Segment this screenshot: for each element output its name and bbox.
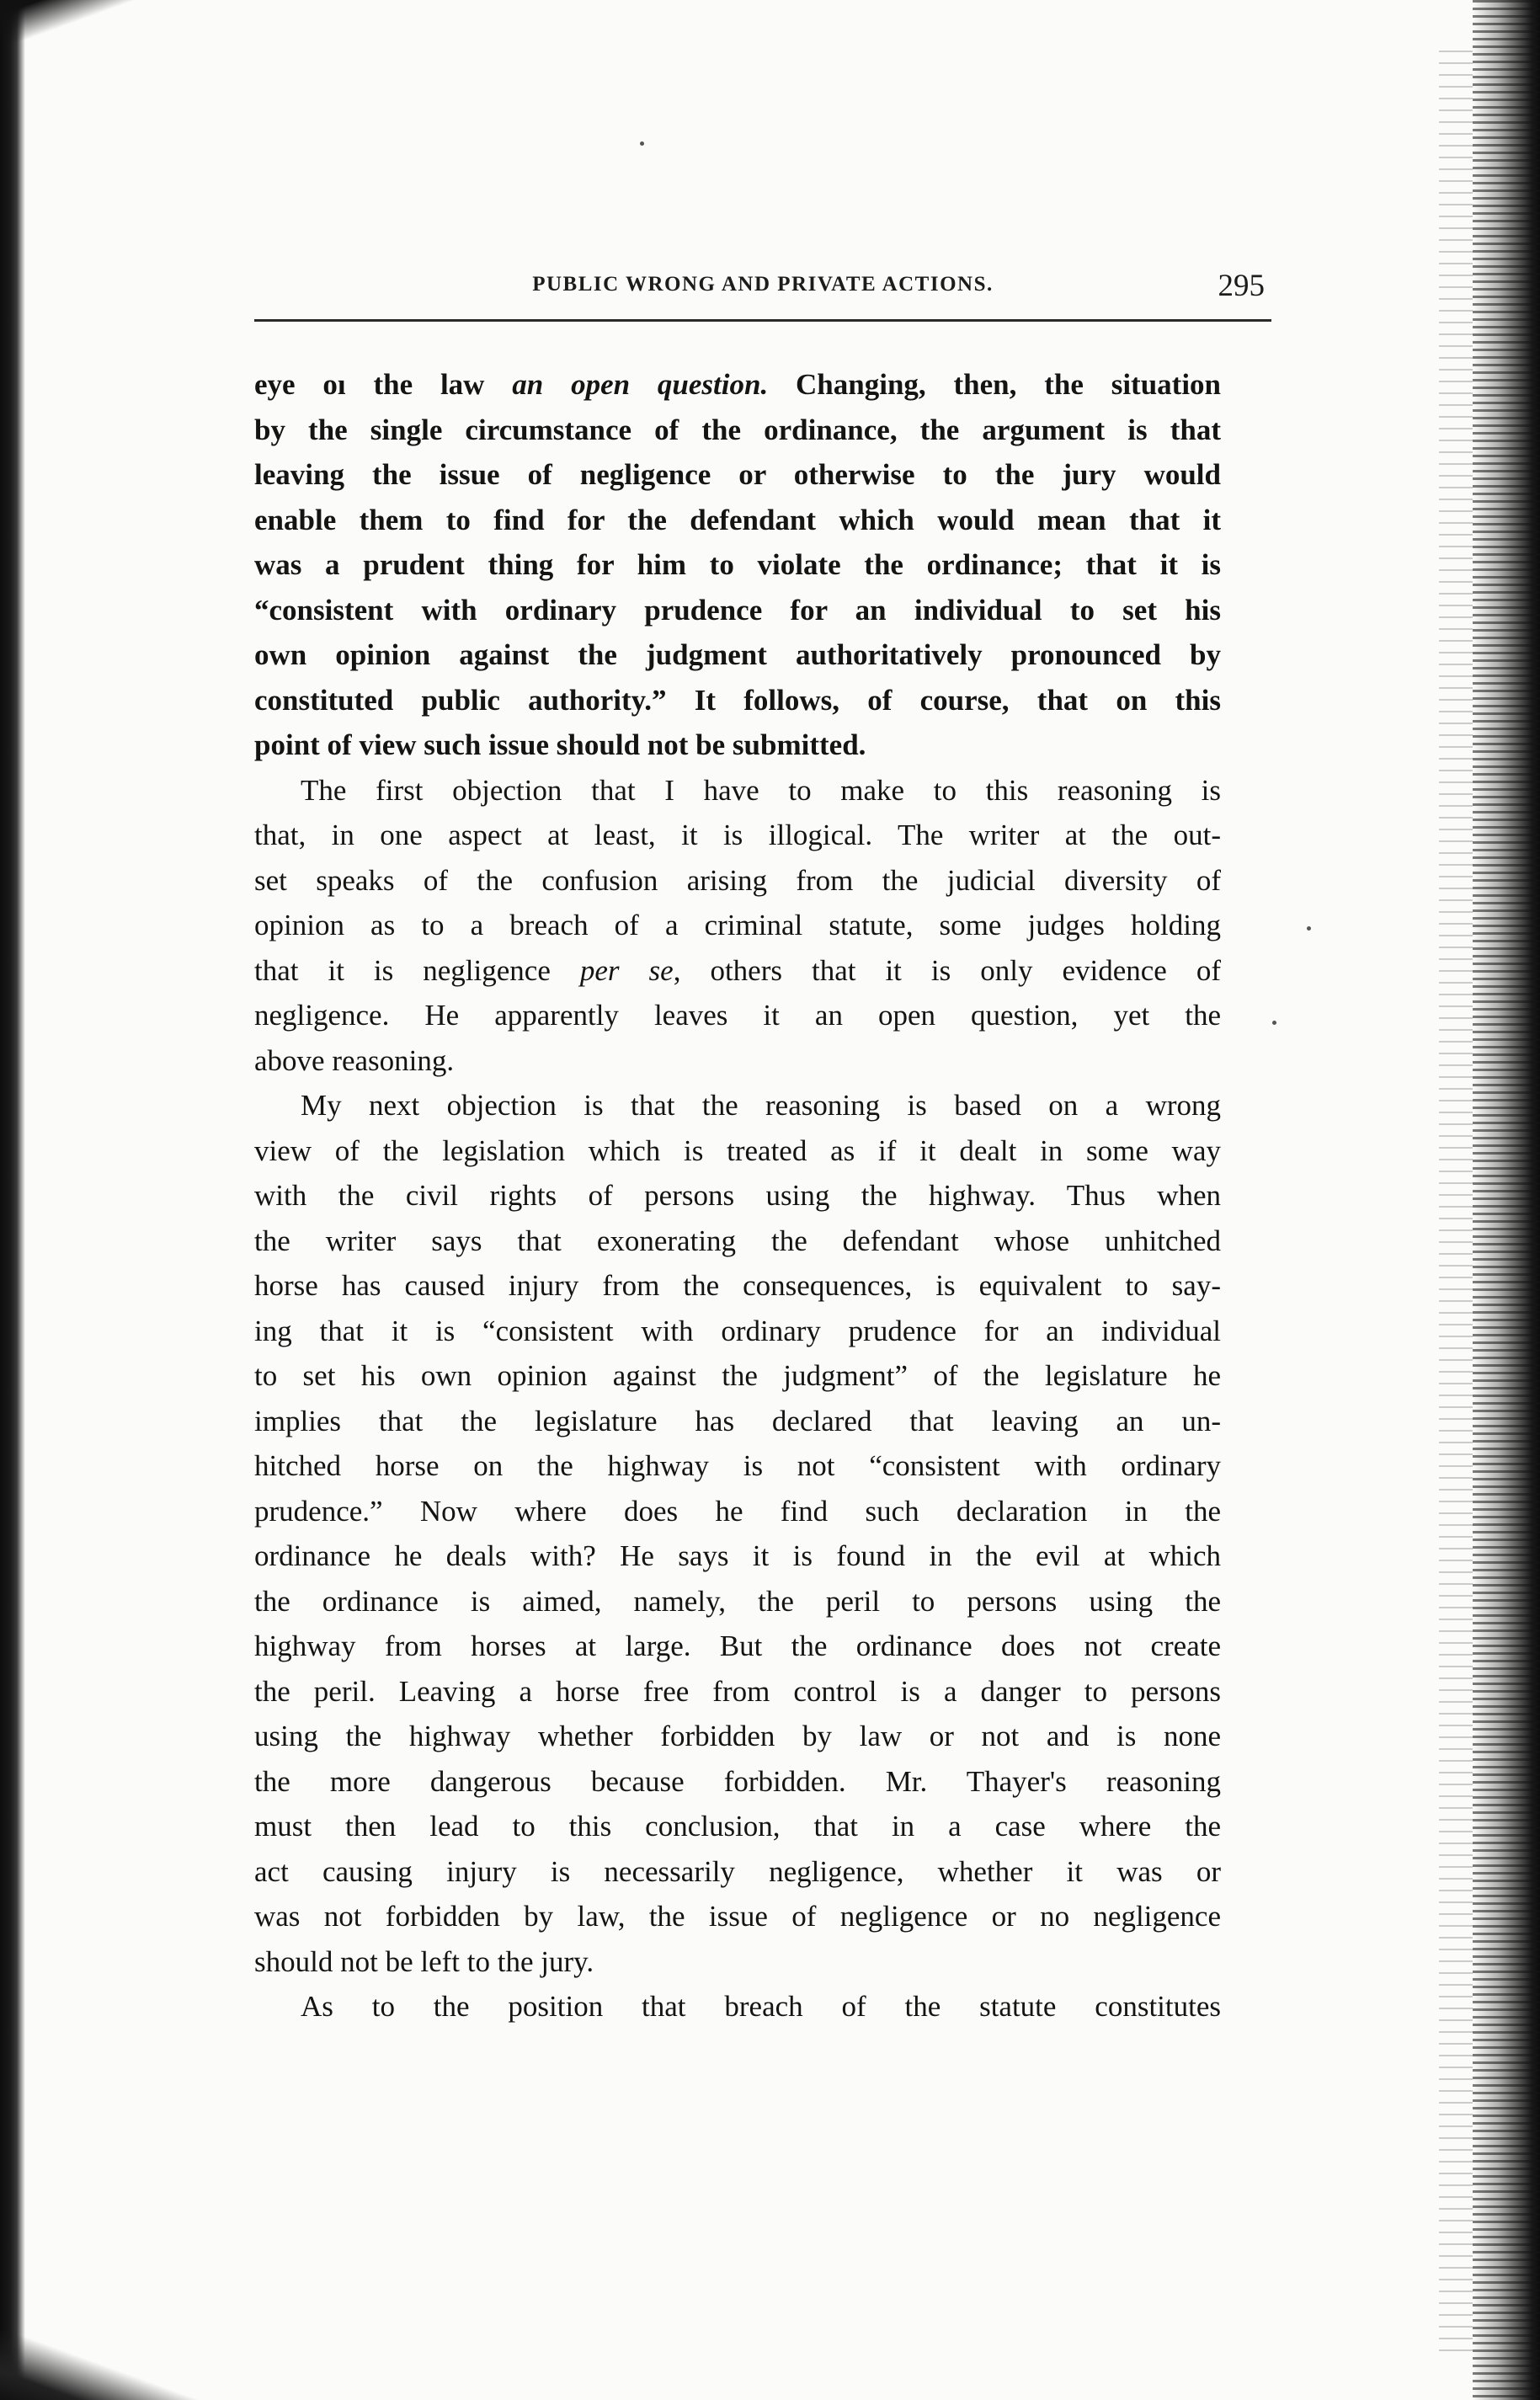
corner-shadow-top-left [0,0,177,59]
scan-speck [1272,1021,1276,1025]
scan-speck [1307,926,1311,931]
running-head [254,268,1271,310]
corner-shadow-bottom-left [0,2324,236,2400]
text-line: set speaks of the confusion arising from the judicial diversity of [254,863,1221,897]
text-line: that, in one aspect at least, it is illogical. The writer at the out- [254,819,1221,851]
scan-speck [640,141,644,146]
text-line: point of view such issue should not be submitted. [254,728,866,761]
running-title: PUBLIC WRONG AND PRIVATE ACTIONS. [532,273,994,296]
header-rule [254,319,1271,322]
text-line: “consistent with ordinary prudence for an individual to set his [254,593,1221,627]
text-line [254,948,1221,994]
text-line: negligence. He apparently leaves it an open question, yet the [254,999,1221,1032]
text-line: using the highway whether forbidden by law or not and is none [254,1720,1221,1752]
text-line: As to the position that breach of the statute constitutes [301,1990,1221,2023]
text-line: view of the legislation which is treated as if it dealt in some way [254,1133,1221,1167]
text-line: the peril. Leaving a horse free from control is a danger to persons [254,1674,1221,1708]
text-line: opinion as to a breach of a criminal statute, some judges holding [254,909,1221,941]
text-line: hitched horse on the highway is not “consistent with ordinary [254,1449,1221,1482]
page-number: 295 [1218,269,1265,303]
text-line: was not forbidden by law, the issue of negligence or no negligence [254,1900,1221,1933]
text-run: Changing, then, the situation [768,368,1222,401]
text-line: act causing injury is necessarily negligence, whether it was or [254,1854,1221,1888]
page-edge-speckle [1439,51,1473,2358]
text-line: ordinance he deals with? He says it is found in the evil at which [254,1539,1221,1572]
text-line: highway from horses at large. But the ordinance does not create [254,1629,1221,1662]
text-line: The first objection that I have to make to this reasoning is [301,773,1221,807]
text-run: that it is negligence [254,953,580,987]
binding-shadow-left [0,0,25,2400]
text-line: constituted public authority.” It follows, of course, that on this [254,683,1221,717]
text-line: implies that the legislature has declared that leaving an un- [254,1404,1221,1437]
text-line: the writer says that exonerating the defendant whose unhitched [254,1224,1221,1257]
page-edge-right [1473,0,1540,2400]
text-line: the more dangerous because forbidden. Mr. Thayer's reasoning [254,1764,1221,1798]
text-line: to set his own opinion against the judgment” of the legislature he [254,1359,1221,1392]
italic-phrase: an open question. [512,368,769,401]
text-line: by the single circumstance of the ordinance, the argument is that [254,413,1221,446]
text-line: should not be left to the jury. [254,1944,594,1978]
text-line: horse has caused injury from the consequences, is equivalent to say- [254,1269,1221,1302]
text-line: with the civil rights of persons using the highway. Thus when [254,1179,1221,1212]
text-line: enable them to find for the defendant which would mean that it [254,503,1221,536]
text-line: was a prudent thing for him to violate the ordinance; that it is [254,548,1221,581]
text-line: leaving the issue of negligence or otherwise to the jury would [254,458,1221,491]
text-line: prudence.” Now where does he find such declaration in the [254,1494,1221,1528]
text-line: own opinion against the judgment authoritatively pronounced by [254,638,1221,671]
text-line [254,362,1221,408]
text-line: My next objection is that the reasoning is based on a wrong [301,1089,1221,1122]
text-run: , others that it is only evidence of [673,953,1221,987]
text-run: eye oı the law [254,368,513,401]
text-line: above reasoning. [254,1043,455,1077]
body-text [254,362,1221,2029]
text-line: the ordinance is aimed, namely, the peril to persons using the [254,1584,1221,1618]
italic-phrase: per se [579,953,674,987]
text-line: ing that it is “consistent with ordinary prudence for an individual [254,1314,1221,1347]
text-line: must then lead to this conclusion, that in a case where the [254,1810,1221,1843]
